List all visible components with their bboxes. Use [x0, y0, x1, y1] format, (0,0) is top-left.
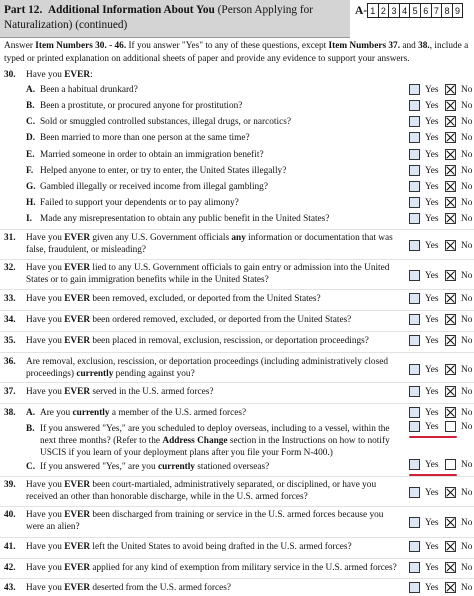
question-number: 30.	[4, 70, 16, 80]
no-checkbox-checked[interactable]	[445, 197, 456, 208]
q-text: Have you	[26, 315, 65, 325]
yes-checkbox[interactable]	[409, 386, 420, 397]
no-label: No	[461, 117, 473, 127]
a-number-digit[interactable]: 1	[367, 3, 379, 18]
no-checkbox-checked[interactable]	[445, 240, 456, 251]
no-label: No	[461, 271, 473, 281]
yes-label: Yes	[425, 271, 439, 281]
yes-label: Yes	[425, 408, 439, 418]
yes-checkbox[interactable]	[409, 293, 420, 304]
instructions-bold: Item Numbers 37.	[328, 41, 401, 51]
sub-letter: F.	[26, 166, 34, 176]
q-bold: EVER	[64, 263, 91, 273]
no-label: No	[461, 422, 473, 432]
yes-checkbox[interactable]	[409, 541, 420, 552]
instructions-part: Answer	[4, 41, 36, 51]
no-label: No	[461, 315, 473, 325]
no-label: No	[461, 387, 473, 397]
no-checkbox-checked[interactable]	[445, 364, 456, 375]
yes-label: Yes	[425, 241, 439, 251]
question-31-text	[26, 232, 398, 256]
q-bold: currently	[72, 408, 110, 418]
q-text: If you answered "Yes," are you	[40, 462, 158, 472]
question-42-text	[26, 562, 398, 574]
yes-label: Yes	[425, 294, 439, 304]
q-text: Have you	[26, 263, 65, 273]
no-label: No	[461, 214, 473, 224]
q-text: Have you	[26, 510, 65, 520]
q-text: applied for any kind of exemption from military service in the U.S. armed forces?	[90, 563, 397, 573]
question-number: 43.	[4, 583, 16, 593]
yes-checkbox[interactable]	[409, 132, 420, 143]
question-33-text	[26, 293, 398, 305]
no-label: No	[461, 488, 473, 498]
no-label: No	[461, 460, 473, 470]
no-label: No	[461, 408, 473, 418]
yes-label: Yes	[425, 488, 439, 498]
yes-label: Yes	[425, 150, 439, 160]
divider	[0, 537, 474, 538]
yes-checkbox[interactable]	[409, 487, 420, 498]
question-number: 42.	[4, 563, 16, 573]
q-bold: EVER	[64, 315, 91, 325]
question-30e-text: Married someone in order to obtain an immigration benefit?	[40, 150, 264, 160]
q-text: Are removal, exclusion, rescission, or deportation proceedings (including administratively closed proceedings)	[26, 357, 388, 379]
a-number-digit[interactable]: 4	[399, 3, 411, 18]
a-number-digit[interactable]: 3	[388, 3, 400, 18]
yes-checkbox[interactable]	[409, 459, 420, 470]
part-label: Part 12.	[4, 4, 43, 16]
question-30b-text: Been a prostitute, or procured anyone for prostitution?	[40, 101, 243, 111]
yes-checkbox[interactable]	[409, 517, 420, 528]
yes-label: Yes	[425, 182, 439, 192]
question-30c-text: Sold or smuggled controlled substances, illegal drugs, or narcotics?	[40, 117, 291, 127]
yes-label: Yes	[425, 542, 439, 552]
q-text: been court-martialed, administratively separated, or disciplined, or have you received an other than honorable discharge, while in the U.S. armed forces?	[26, 480, 377, 502]
question-43-text	[26, 582, 398, 594]
yes-checkbox[interactable]	[409, 421, 420, 432]
divider	[0, 259, 474, 260]
q-text: served in the U.S. armed forces?	[90, 387, 214, 397]
sub-letter: C.	[26, 462, 36, 472]
instructions-part: , include a typed or printed explanation on additional sheets of paper and provide any evidence to support your answers.	[4, 41, 469, 64]
q-text: stationed overseas?	[194, 462, 270, 472]
q-text: section in the Instructions on how to notify USCIS if you learn of your deployment plans after you file your Form N-400.)	[40, 436, 390, 458]
question-30g-text: Gambled illegally or received income from illegal gambling?	[40, 182, 268, 192]
q-bold: EVER	[64, 583, 91, 593]
no-checkbox-checked[interactable]	[445, 582, 456, 593]
q-text: Have you	[26, 583, 65, 593]
part-title-bold: Additional Information About You	[47, 4, 215, 16]
q-text: Have you	[26, 542, 65, 552]
divider	[0, 578, 474, 579]
instructions-bold: Item Numbers 30. - 46.	[35, 41, 127, 51]
no-label: No	[461, 518, 473, 528]
question-38a-text	[40, 407, 400, 419]
no-checkbox-checked[interactable]	[445, 517, 456, 528]
question-number: 34.	[4, 315, 16, 325]
q-text: Have you	[26, 387, 65, 397]
no-label: No	[461, 294, 473, 304]
no-label: No	[461, 85, 473, 95]
question-number: 37.	[4, 387, 16, 397]
no-checkbox-checked[interactable]	[445, 165, 456, 176]
a-number-label: A-	[355, 5, 368, 17]
q-text: pending against you?	[113, 369, 195, 379]
yes-checkbox[interactable]	[409, 314, 420, 325]
a-number-digit[interactable]: 6	[420, 3, 432, 18]
question-30-text	[26, 69, 398, 81]
instructions-part: If you answer "Yes" to any of these questions, except	[126, 41, 329, 51]
question-37-text	[26, 386, 398, 398]
q-bold: EVER	[64, 510, 91, 520]
sub-letter: I.	[26, 214, 32, 224]
no-label: No	[461, 166, 473, 176]
q-text: Have you	[26, 563, 65, 573]
divider	[0, 289, 474, 290]
question-number: 41.	[4, 542, 16, 552]
yes-checkbox[interactable]	[409, 181, 420, 192]
q-bold: currently	[76, 369, 114, 379]
question-number: 36.	[4, 357, 16, 367]
no-label: No	[461, 583, 473, 593]
no-checkbox-checked[interactable]	[445, 293, 456, 304]
question-41-text	[26, 541, 398, 553]
no-label: No	[461, 241, 473, 251]
q-bold: EVER	[64, 542, 91, 552]
no-label: No	[461, 365, 473, 375]
no-label: No	[461, 150, 473, 160]
q-bold: EVER	[64, 387, 91, 397]
no-label: No	[461, 133, 473, 143]
q-bold: EVER	[64, 294, 91, 304]
yes-label: Yes	[425, 365, 439, 375]
sub-letter: A.	[26, 85, 36, 95]
no-checkbox-checked[interactable]	[445, 100, 456, 111]
yes-label: Yes	[425, 315, 439, 325]
no-checkbox-checked[interactable]	[445, 270, 456, 281]
q-text: been removed, excluded, or deported from the United States?	[90, 294, 321, 304]
q-bold: EVER	[64, 70, 91, 80]
no-checkbox-checked[interactable]	[445, 487, 456, 498]
a-number-digit[interactable]: 2	[378, 3, 390, 18]
q-text: been discharged from training or service in the U.S. armed forces because you were an alien?	[26, 510, 384, 532]
question-39-text	[26, 479, 398, 503]
question-number: 33.	[4, 294, 16, 304]
no-label: No	[461, 336, 473, 346]
yes-checkbox[interactable]	[409, 84, 420, 95]
q-bold: EVER	[64, 336, 91, 346]
question-30i-text: Made any misrepresentation to obtain any public benefit in the United States?	[40, 214, 330, 224]
q-bold: currently	[157, 462, 195, 472]
q-text: If you answered "Yes," are you scheduled to deploy overseas, including to a vessel, within the next three months? (Refer to the	[40, 424, 390, 446]
a-number-digit[interactable]: 5	[409, 3, 421, 18]
q-text: Are you	[40, 408, 73, 418]
no-checkbox-checked[interactable]	[445, 314, 456, 325]
no-label: No	[461, 182, 473, 192]
question-38c-text	[40, 461, 400, 473]
no-checkbox-checked[interactable]	[445, 386, 456, 397]
divider	[0, 558, 474, 559]
question-30h-text: Failed to support your dependents or to pay alimony?	[40, 198, 239, 208]
divider	[0, 382, 474, 383]
q-text: lied to any U.S. Government officials to gain entry or admission into the United States or to gain immigration benefits while in the United States?	[26, 263, 390, 285]
no-checkbox[interactable]	[445, 459, 456, 470]
yes-label: Yes	[425, 563, 439, 573]
yes-checkbox[interactable]	[409, 240, 420, 251]
q-text: information or documentation that was false, fraudulent, or misleading?	[26, 233, 393, 255]
question-30f-text: Helped anyone to enter, or try to enter, the United States illegally?	[40, 166, 287, 176]
q-text: Have you	[26, 294, 65, 304]
yes-checkbox[interactable]	[409, 582, 420, 593]
yes-checkbox[interactable]	[409, 364, 420, 375]
sub-letter: H.	[26, 198, 36, 208]
q-bold: EVER	[64, 480, 91, 490]
question-34-text	[26, 314, 398, 326]
sub-letter: G.	[26, 182, 36, 192]
yes-checkbox[interactable]	[409, 407, 420, 418]
divider	[0, 352, 474, 353]
yes-checkbox[interactable]	[409, 270, 420, 281]
q-text: Have you	[26, 233, 65, 243]
q-text: deserted from the U.S. armed forces?	[90, 583, 232, 593]
q-bold: Address Change	[162, 436, 228, 446]
yes-label: Yes	[425, 198, 439, 208]
yes-label: Yes	[425, 518, 439, 528]
yes-checkbox[interactable]	[409, 335, 420, 346]
q-text: Have you	[26, 336, 65, 346]
divider	[0, 403, 474, 404]
no-label: No	[461, 563, 473, 573]
no-checkbox-checked[interactable]	[445, 84, 456, 95]
yes-checkbox[interactable]	[409, 149, 420, 160]
a-number-digit[interactable]: 9	[452, 3, 464, 18]
sub-letter: A.	[26, 408, 36, 418]
question-35-text	[26, 335, 398, 347]
no-label: No	[461, 198, 473, 208]
instructions-text	[4, 40, 470, 65]
a-number-field[interactable]	[368, 3, 463, 18]
a-number-digit[interactable]: 8	[441, 3, 453, 18]
instructions-bold: 38.	[418, 41, 430, 51]
sub-letter: E.	[26, 150, 35, 160]
yes-label: Yes	[425, 117, 439, 127]
q-bold: EVER	[64, 563, 91, 573]
q-text: :	[90, 70, 93, 80]
yes-label: Yes	[425, 133, 439, 143]
q-text: Have you	[26, 480, 65, 490]
no-checkbox-checked[interactable]	[445, 213, 456, 224]
q-text: been placed in removal, exclusion, rescission, or deportation proceedings?	[90, 336, 369, 346]
q-text: given any U.S. Government officials	[90, 233, 232, 243]
no-checkbox-checked[interactable]	[445, 335, 456, 346]
question-number: 35.	[4, 336, 16, 346]
question-36-text	[26, 356, 398, 380]
no-checkbox-checked[interactable]	[445, 562, 456, 573]
q-text: Have you	[26, 70, 65, 80]
part-title-rest: (Person Applying for Naturalization) (continued)	[4, 4, 314, 31]
yes-label: Yes	[425, 85, 439, 95]
question-number: 38.	[4, 408, 16, 418]
highlight-underline	[409, 436, 457, 438]
sub-letter: C.	[26, 117, 36, 127]
q-text: been ordered removed, excluded, or deported from the United States?	[90, 315, 352, 325]
no-checkbox-checked[interactable]	[445, 407, 456, 418]
no-checkbox-checked[interactable]	[445, 132, 456, 143]
no-checkbox-checked[interactable]	[445, 181, 456, 192]
q-text: a member of the U.S. armed forces?	[109, 408, 247, 418]
question-number: 32.	[4, 263, 16, 273]
yes-label: Yes	[425, 336, 439, 346]
yes-label: Yes	[425, 101, 439, 111]
divider	[0, 331, 474, 332]
question-38b-text	[40, 423, 398, 459]
part-title	[4, 3, 346, 33]
yes-label: Yes	[425, 460, 439, 470]
divider	[0, 506, 474, 507]
yes-checkbox[interactable]	[409, 562, 420, 573]
yes-label: Yes	[425, 583, 439, 593]
yes-label: Yes	[425, 214, 439, 224]
instructions-part: and	[400, 41, 419, 51]
yes-label: Yes	[425, 422, 439, 432]
no-checkbox-checked[interactable]	[445, 149, 456, 160]
yes-label: Yes	[425, 166, 439, 176]
sub-letter: B.	[26, 424, 35, 434]
yes-checkbox[interactable]	[409, 213, 420, 224]
no-checkbox[interactable]	[445, 421, 456, 432]
question-40-text	[26, 509, 398, 533]
no-label: No	[461, 542, 473, 552]
q-bold: EVER	[64, 233, 91, 243]
yes-label: Yes	[425, 387, 439, 397]
yes-checkbox[interactable]	[409, 116, 420, 127]
divider	[0, 310, 474, 311]
question-number: 31.	[4, 233, 16, 243]
question-number: 40.	[4, 510, 16, 520]
sub-letter: D.	[26, 133, 36, 143]
divider	[0, 476, 474, 477]
no-label: No	[461, 101, 473, 111]
yes-checkbox[interactable]	[409, 165, 420, 176]
q-bold: any	[231, 233, 246, 243]
sub-letter: B.	[26, 101, 35, 111]
question-32-text	[26, 262, 398, 286]
yes-checkbox[interactable]	[409, 100, 420, 111]
a-number-digit[interactable]: 7	[431, 3, 443, 18]
no-checkbox-checked[interactable]	[445, 541, 456, 552]
question-30d-text: Been married to more than one person at the same time?	[40, 133, 250, 143]
divider	[0, 229, 474, 230]
q-text: left the United States to avoid being drafted in the U.S. armed forces?	[90, 542, 352, 552]
yes-checkbox[interactable]	[409, 197, 420, 208]
question-30a-text: Been a habitual drunkard?	[40, 85, 138, 95]
no-checkbox-checked[interactable]	[445, 116, 456, 127]
question-number: 39.	[4, 480, 16, 490]
